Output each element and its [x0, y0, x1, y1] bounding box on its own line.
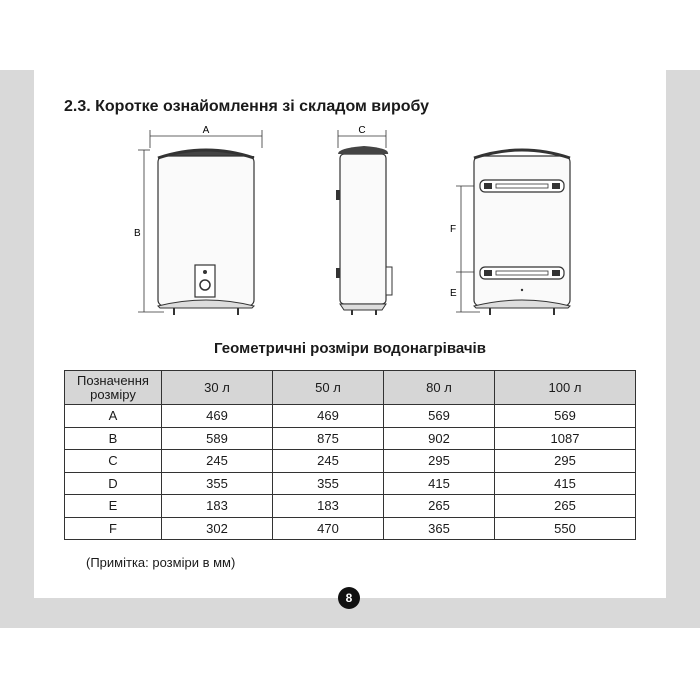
- dim-label-a: A: [202, 125, 210, 136]
- row-label: F: [65, 517, 162, 540]
- header-50l: 50 л: [272, 371, 383, 405]
- cell: 355: [162, 472, 273, 495]
- cell: 1087: [494, 427, 635, 450]
- cell: 245: [162, 450, 273, 473]
- row-label: C: [65, 450, 162, 473]
- row-label: B: [65, 427, 162, 450]
- dimensions-table: [64, 370, 636, 540]
- dim-label-c: C: [358, 125, 366, 136]
- table-row: [65, 472, 636, 495]
- cell: 569: [383, 405, 494, 428]
- cell: 415: [383, 472, 494, 495]
- cell: 569: [494, 405, 635, 428]
- dim-label-f: F: [450, 224, 457, 235]
- cell: 875: [272, 427, 383, 450]
- cell: 183: [162, 495, 273, 518]
- cell: 302: [162, 517, 273, 540]
- dim-label-b: B: [134, 228, 141, 239]
- cell: 470: [272, 517, 383, 540]
- cell: 365: [383, 517, 494, 540]
- row-label: A: [65, 405, 162, 428]
- table-header-row: [65, 371, 636, 405]
- dimensions-note: (Примітка: розміри в мм): [86, 555, 236, 570]
- cell: 295: [383, 450, 494, 473]
- header-designation: Позначення розміру: [65, 371, 162, 405]
- outer-bottom: [0, 628, 700, 700]
- outer-frame-left: [0, 70, 34, 598]
- row-label: D: [65, 472, 162, 495]
- header-30l: 30 л: [162, 371, 273, 405]
- cell: 415: [494, 472, 635, 495]
- front-view-diagram: [134, 125, 262, 315]
- cell: 183: [272, 495, 383, 518]
- header-80l: 80 л: [383, 371, 494, 405]
- cell: 550: [494, 517, 635, 540]
- cell: 469: [272, 405, 383, 428]
- heater-diagrams: [34, 122, 666, 322]
- cell: 245: [272, 450, 383, 473]
- table-row: [65, 405, 636, 428]
- dim-label-e: E: [450, 288, 457, 299]
- back-view-diagram: [450, 150, 570, 315]
- page-number-badge: 8: [338, 587, 360, 609]
- section-title: 2.3. Коротке ознайомлення зі складом виробу: [64, 98, 430, 115]
- table-row: [65, 517, 636, 540]
- table-row: [65, 427, 636, 450]
- side-view-diagram: [336, 125, 392, 315]
- table-title: Геометричні розміри водонагрівачів: [214, 340, 486, 357]
- row-label: E: [65, 495, 162, 518]
- table-row: [65, 450, 636, 473]
- manual-page: [34, 70, 666, 605]
- header-100l: 100 л: [494, 371, 635, 405]
- cell: 902: [383, 427, 494, 450]
- table-row: [65, 495, 636, 518]
- cell: 589: [162, 427, 273, 450]
- cell: 265: [383, 495, 494, 518]
- cell: 469: [162, 405, 273, 428]
- cell: 295: [494, 450, 635, 473]
- cell: 355: [272, 472, 383, 495]
- cell: 265: [494, 495, 635, 518]
- outer-top: [0, 0, 700, 70]
- outer-frame-right: [666, 70, 700, 598]
